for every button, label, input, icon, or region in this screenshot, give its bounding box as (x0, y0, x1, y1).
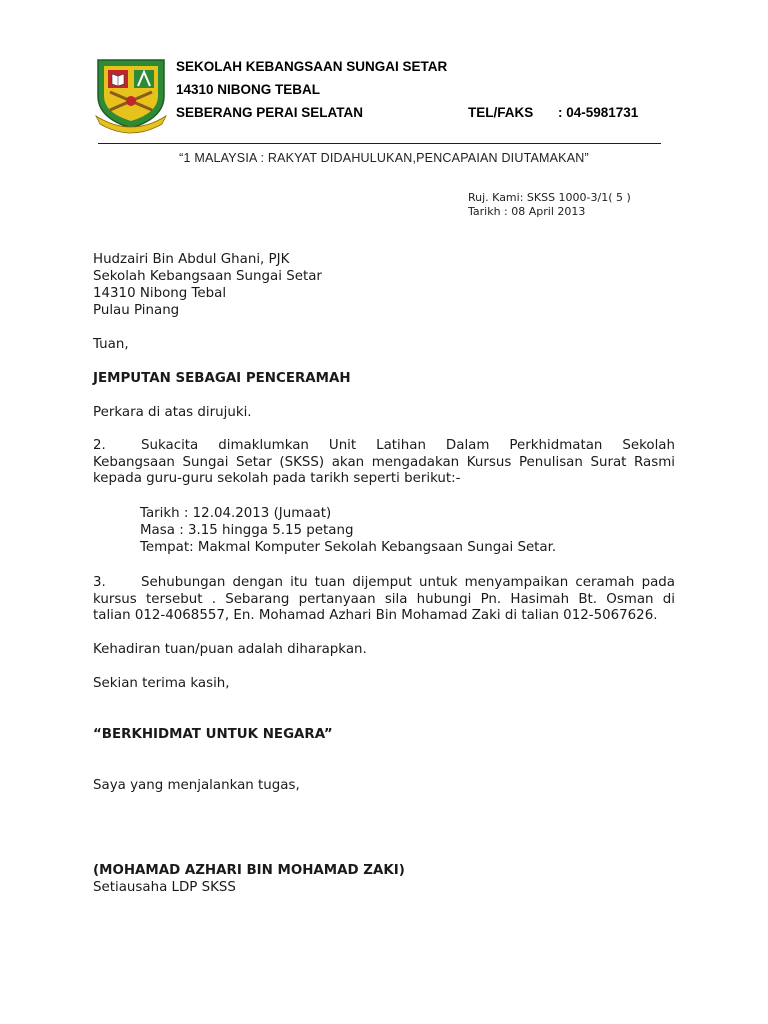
paragraph-number: 2. (93, 438, 106, 453)
letter-date: Tarikh : 08 April 2013 (468, 205, 586, 218)
paragraph-3-line: talian 012-4068557, En. Mohamad Azhari Bin Mohamad Zaki di talian 012-5067626. (93, 608, 658, 623)
paragraph-text: Sukacita dimaklumkan Unit Latihan Dalam Perkhidmatan Sekolah (141, 438, 675, 453)
detail-tarikh: Tarikh : 12.04.2013 (Jumaat) (140, 506, 332, 521)
salutation: Tuan, (93, 337, 129, 352)
recipient-address-line: Pulau Pinang (93, 303, 180, 318)
duty-line: Saya yang menjalankan tugas, (93, 778, 300, 793)
recipient-address-line: 14310 Nibong Tebal (93, 286, 227, 301)
recipient-name: Hudzairi Bin Abdul Ghani, PJK (93, 252, 290, 267)
paragraph-2-line: Kebangsaan Sungai Setar (SKSS) akan mengadakan Kursus Penulisan Surat Rasmi (93, 455, 675, 470)
motto: “1 MALAYSIA : RAKYAT DIDAHULUKAN,PENCAPAIAN DIUTAMAKAN” (179, 151, 589, 165)
svg-text:· · · · ·: · · · · · (123, 123, 139, 129)
detail-masa: Masa : 3.15 hingga 5.15 petang (140, 523, 354, 538)
signatory-title: Setiausaha LDP SKSS (93, 880, 236, 895)
paragraph-text: Sehubungan dengan itu tuan dijemput untuk menyampaikan ceramah pada (141, 575, 675, 590)
letterhead-divider (98, 143, 661, 144)
school-district: SEBERANG PERAI SELATAN (176, 105, 364, 120)
school-name: SEKOLAH KEBANGSAAN SUNGAI SETAR (176, 59, 448, 74)
signatory-name: (MOHAMAD AZHARI BIN MOHAMAD ZAKI) (93, 863, 405, 878)
school-crest-logo (92, 52, 170, 134)
closing-line: Kehadiran tuan/puan adalah diharapkan. (93, 642, 367, 657)
tel-label: TEL/FAKS (468, 105, 534, 120)
intro-line: Perkara di atas dirujuki. (93, 405, 252, 420)
reference-number: Ruj. Kami: SKSS 1000-3/1( 5 ) (468, 191, 631, 204)
detail-tempat: Tempat: Makmal Komputer Sekolah Kebangsaan Sungai Setar. (140, 540, 557, 555)
paragraph-3-line (93, 574, 675, 591)
paragraph-3-line: kursus tersebut . Sebarang pertanyaan sila hubungi Pn. Hasimah Bt. Osman di (93, 592, 675, 607)
closing-thanks: Sekian terima kasih, (93, 676, 230, 691)
paragraph-2-line: kepada guru-guru sekolah pada tarikh seperti berikut:- (93, 471, 461, 486)
subject-heading: JEMPUTAN SEBAGAI PENCERAMAH (93, 371, 351, 386)
tel-number: : 04-5981731 (558, 105, 639, 120)
school-postcode-town: 14310 NIBONG TEBAL (176, 82, 321, 97)
paragraph-number: 3. (93, 575, 106, 590)
paragraph-2-line (93, 437, 675, 454)
recipient-address-line: Sekolah Kebangsaan Sungai Setar (93, 269, 322, 284)
slogan: “BERKHIDMAT UNTUK NEGARA” (93, 727, 333, 742)
